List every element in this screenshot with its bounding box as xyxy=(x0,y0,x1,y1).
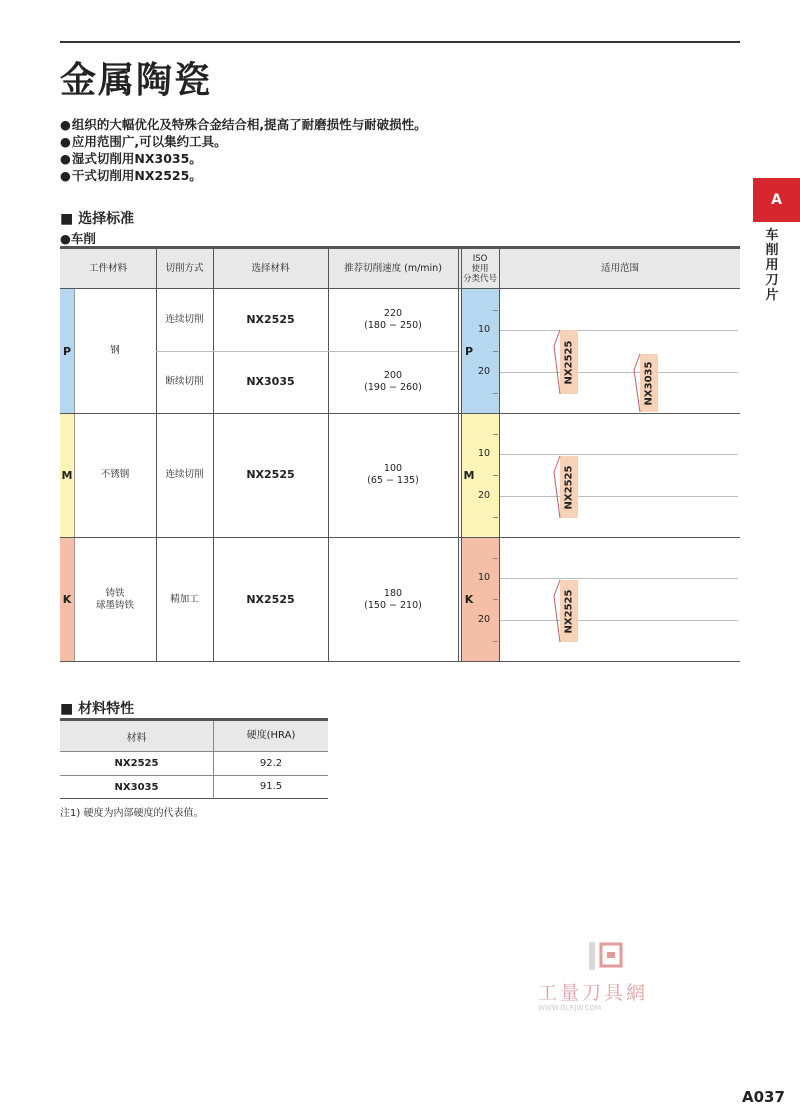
section-tab[interactable]: A xyxy=(753,178,800,222)
hardness-cell: 92.2 xyxy=(213,752,328,776)
header-hardness: 硬度(HRA) xyxy=(213,721,328,751)
section-tab-label: 车削用刀片 xyxy=(765,228,779,303)
table-row xyxy=(60,751,328,775)
footnote: 注1) 硬度为内部硬度的代表值。 xyxy=(60,808,204,819)
material-cell: 钢 xyxy=(110,345,120,356)
grade-range-label: NX2525 xyxy=(563,340,575,384)
header-method: 切削方式 xyxy=(165,262,204,274)
tick-label: 20 xyxy=(478,490,491,501)
method-cell: 断续切削 xyxy=(165,376,204,387)
feature-list xyxy=(60,116,427,184)
selection-heading: ■ 选择标准 xyxy=(60,208,134,228)
header-material: 材料 xyxy=(126,732,147,744)
grade-pointer xyxy=(554,456,560,518)
watermark-url: WWW.GLRJW.COM xyxy=(538,1004,602,1012)
page-number: A037 xyxy=(742,1088,785,1106)
iso-band-k: K xyxy=(461,537,477,662)
watermark-name: 工量刀具網 xyxy=(538,982,649,1004)
grade-pointer xyxy=(634,354,640,412)
grade-range-label: NX2525 xyxy=(563,589,575,633)
grade-range-pointers xyxy=(60,246,740,662)
header-speed: 推荐切削速度 (m/min) xyxy=(344,262,442,274)
grade-range-label: NX2525 xyxy=(563,465,575,509)
tick-label: 10 xyxy=(478,448,491,459)
turning-subheading: ● 车削 xyxy=(60,229,96,247)
material-cell: 不锈钢 xyxy=(100,469,130,480)
band-k: K xyxy=(60,537,74,662)
grade-pointer xyxy=(554,330,560,394)
table-row xyxy=(60,775,328,799)
selection-table xyxy=(60,246,740,662)
tick-label: 10 xyxy=(478,572,491,583)
header-material: 工件材料 xyxy=(88,262,127,274)
page-title: 金属陶瓷 xyxy=(60,60,213,101)
band-p: P xyxy=(60,289,74,413)
method-cell: 连续切削 xyxy=(165,469,204,480)
grade-cell: NX2525 xyxy=(246,313,295,326)
speed-cell: 100 (65 − 135) xyxy=(367,463,419,486)
iso-band-m: M xyxy=(461,413,477,537)
tick-label: 20 xyxy=(478,366,491,377)
tick-label: 20 xyxy=(478,614,491,625)
feature-item: ● 应用范围广,可以集约工具。 xyxy=(60,133,427,150)
header-grade: 选择材料 xyxy=(251,262,290,274)
method-cell: 连续切削 xyxy=(165,314,204,325)
method-cell: 精加工 xyxy=(170,593,199,605)
material-cell: NX2525 xyxy=(114,758,159,769)
properties-heading: ■ 材料特性 xyxy=(60,698,134,718)
grade-cell: NX2525 xyxy=(246,468,295,481)
grade-pointer xyxy=(554,580,560,642)
material-cell: NX3035 xyxy=(114,781,159,793)
speed-cell: 180 (150 − 210) xyxy=(364,587,422,611)
feature-item: ● 组织的大幅优化及特殊合金结合相,提高了耐磨损性与耐破损性。 xyxy=(60,116,427,133)
iso-band-p: P xyxy=(461,289,477,413)
material-cell: 铸铁 球墨铸铁 xyxy=(95,587,134,611)
grade-range-label: NX3035 xyxy=(643,361,655,405)
watermark-logo-icon xyxy=(585,940,629,974)
header-iso: ISO 使用 分类代号 xyxy=(462,253,497,284)
band-m: M xyxy=(60,413,74,537)
speed-cell: 220 (180 − 250) xyxy=(364,308,422,331)
table-header xyxy=(60,721,328,751)
feature-item: ● 干式切削用NX2525。 xyxy=(60,167,427,184)
hardness-cell: 91.5 xyxy=(213,775,328,799)
feature-item: ● 湿式切削用NX3035。 xyxy=(60,150,427,167)
speed-cell: 200 (190 − 260) xyxy=(364,370,422,393)
tick-label: 10 xyxy=(478,324,491,335)
header-range: 适用范围 xyxy=(600,262,639,274)
top-rule xyxy=(60,41,740,43)
grade-cell: NX2525 xyxy=(246,592,295,606)
grade-cell: NX3035 xyxy=(246,375,295,388)
